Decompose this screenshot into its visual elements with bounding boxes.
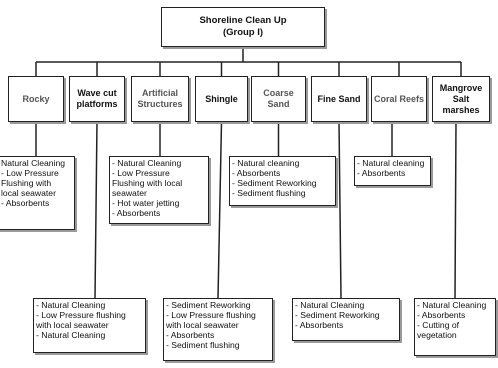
header-coral-reefs bbox=[371, 76, 427, 122]
header-label: Coral Reefs bbox=[373, 93, 425, 104]
header-label: Shingle bbox=[205, 93, 238, 104]
method-line: - Absorbents bbox=[232, 168, 281, 178]
method-line: - Low Pressure flushing bbox=[36, 310, 126, 320]
method-line: with local seawater bbox=[166, 320, 239, 330]
header-artificial-structures bbox=[131, 76, 189, 122]
header-rocky bbox=[8, 76, 64, 122]
header-label: Mangrove Salt marshes bbox=[439, 82, 483, 115]
header-shingle bbox=[195, 76, 248, 122]
header-mangrove-salt-marshes bbox=[432, 76, 490, 122]
method-line: with local seawater bbox=[36, 320, 109, 330]
header-wave-cut-platforms bbox=[69, 76, 125, 122]
method-line: seawater bbox=[112, 188, 147, 198]
box-connector-fine-sand bbox=[339, 122, 341, 298]
header-label: Wave cut platforms bbox=[76, 88, 118, 109]
method-line: - Low Pressure flushing bbox=[166, 310, 256, 320]
method-line: - Natural Cleaning bbox=[295, 300, 365, 310]
method-line: - Sediment Reworking bbox=[232, 178, 317, 188]
method-line: - Absorbents bbox=[1, 198, 50, 208]
methods-box-rocky bbox=[0, 156, 75, 230]
header-coarse-sand bbox=[251, 76, 306, 122]
method-line: - Natural Cleaning bbox=[112, 158, 182, 168]
methods-box-wave-cut-platforms bbox=[33, 298, 146, 353]
method-line: - Low Pressure bbox=[1, 168, 59, 178]
root-node-shoreline-clean-up bbox=[161, 7, 325, 47]
method-line: local seawater bbox=[1, 188, 56, 198]
header-label: Fine Sand bbox=[317, 93, 361, 104]
method-line: - Sediment flushing bbox=[232, 188, 306, 198]
methods-box-coarse-sand bbox=[229, 156, 336, 206]
header-label: Coarse Sand bbox=[263, 88, 294, 109]
method-line: vegetation bbox=[417, 330, 457, 340]
box-connector-wave-cut-platforms bbox=[95, 122, 97, 298]
method-line: - Sediment Reworking bbox=[295, 310, 380, 320]
header-fine-sand bbox=[311, 76, 367, 122]
methods-box-artificial-structures bbox=[109, 156, 209, 224]
method-line: - Absorbents bbox=[166, 330, 215, 340]
method-line: Flushing with bbox=[1, 178, 52, 188]
method-line: - Natural cleaning bbox=[357, 158, 425, 168]
method-line: - Hot water jetting bbox=[112, 198, 180, 208]
method-line: - Sediment flushing bbox=[166, 340, 240, 350]
method-line: - Low Pressure bbox=[112, 168, 170, 178]
method-line: - Natural cleaning bbox=[232, 158, 300, 168]
methods-box-shingle bbox=[163, 298, 273, 361]
method-line: - Natural Cleaning bbox=[36, 330, 106, 340]
method-line: - Natural Cleaning bbox=[417, 300, 487, 310]
root-subtitle: (Group I) bbox=[222, 27, 264, 38]
methods-box-fine-sand bbox=[292, 298, 400, 341]
box-connector-mangrove-salt-marshes bbox=[455, 122, 456, 298]
method-line: - Absorbents bbox=[112, 208, 161, 218]
root-title: Shoreline Clean Up bbox=[199, 15, 287, 26]
method-line: - Natural Cleaning bbox=[36, 300, 106, 310]
methods-box-coral-reefs bbox=[354, 156, 431, 186]
methods-box-mangrove-salt-marshes bbox=[414, 298, 496, 356]
method-line: - Absorbents bbox=[417, 310, 466, 320]
box-connector-shingle bbox=[218, 122, 222, 298]
method-line: - Absorbents bbox=[357, 168, 406, 178]
method-line: - Sediment Reworking bbox=[166, 300, 251, 310]
header-label: Rocky bbox=[22, 93, 50, 104]
method-line: Natural Cleaning bbox=[1, 158, 66, 168]
header-label: Artificial Structures bbox=[137, 88, 183, 109]
method-line: - Absorbents bbox=[295, 320, 344, 330]
method-line: - Cutting of bbox=[417, 320, 460, 330]
method-line: Flushing with local bbox=[112, 178, 183, 188]
